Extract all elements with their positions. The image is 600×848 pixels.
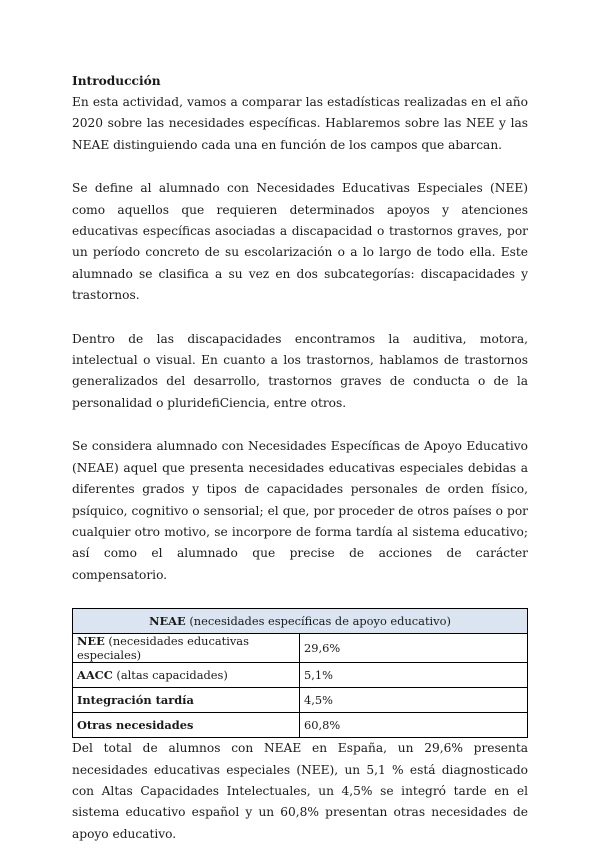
row-label (73, 634, 300, 663)
row-value: 5,1% (300, 663, 528, 688)
table-row (73, 688, 528, 713)
row-label (73, 713, 300, 738)
section-heading: Introducción (72, 74, 161, 88)
paragraph-closing: Del total de alumnos con NEAE en España, un 29,6% presenta necesidades educativas especiales (NEE), un 5,1 % está diagnosticado con Altas Capacidades Intelectuales, un 4,5% se integró tarde en el sistema educativo español y un 60,8% presentan otras necesidades de apoyo educativo. (72, 741, 528, 841)
table-row (73, 713, 528, 738)
row-label-bold: NEE (77, 634, 105, 649)
paragraph-neae-definition: Se considera alumnado con Necesidades Específicas de Apoyo Educativo (NEAE) aquel que presenta necesidades educativas especiales debidas a diferentes grados y tipos de capacidades personales de orden físico, psíquico, cognitivo o sensorial; el que, por proceder de otros países o por cualquier otro motivo, se incorpore de forma tardía al sistema educativo; así como el alumnado que precise de acciones de carácter compensatorio. (72, 439, 528, 582)
table-header-rest: (necesidades específicas de apoyo educativo) (185, 614, 451, 629)
row-value: 29,6% (300, 634, 528, 663)
table-header (73, 609, 528, 634)
paragraph-intro: En esta actividad, vamos a comparar las estadísticas realizadas en el año 2020 sobre las necesidades específicas. Hablaremos sobre las NEE y las NEAE distinguiendo cada una en función de los campos que abarcan. (72, 95, 528, 152)
table-header-row (73, 609, 528, 634)
table-row (73, 634, 528, 663)
row-label (73, 663, 300, 688)
paragraph-disabilities: Dentro de las discapacidades encontramos la auditiva, motora, intelectual o visual. En cuanto a los trastornos, hablamos de trastornos generalizados del desarrollo, trastornos graves de conducta o de la personalidad o pluridefiCiencia, entre otros. (72, 331, 528, 410)
neae-table (72, 608, 528, 738)
row-value: 60,8% (300, 713, 528, 738)
row-label-bold: Otras necesidades (77, 718, 194, 733)
row-label-rest: (necesidades educativas especiales) (77, 634, 249, 663)
row-label-bold: Integración tardía (77, 693, 194, 708)
row-label (73, 688, 300, 713)
table-header-bold: NEAE (149, 614, 186, 629)
row-value: 4,5% (300, 688, 528, 713)
row-label-rest: (altas capacidades) (112, 668, 228, 683)
table-row (73, 663, 528, 688)
paragraph-nee-definition: Se define al alumnado con Necesidades Educativas Especiales (NEE) como aquellos que requieren determinados apoyos y atenciones educativas específicas asociadas a discapacidad o trastornos graves, por un período concreto de su escolarización o a lo largo de todo ella. Este alumnado se clasifica a su vez en dos subcategorías: discapacidades y trastornos. (72, 181, 528, 303)
row-label-bold: AACC (77, 668, 113, 683)
